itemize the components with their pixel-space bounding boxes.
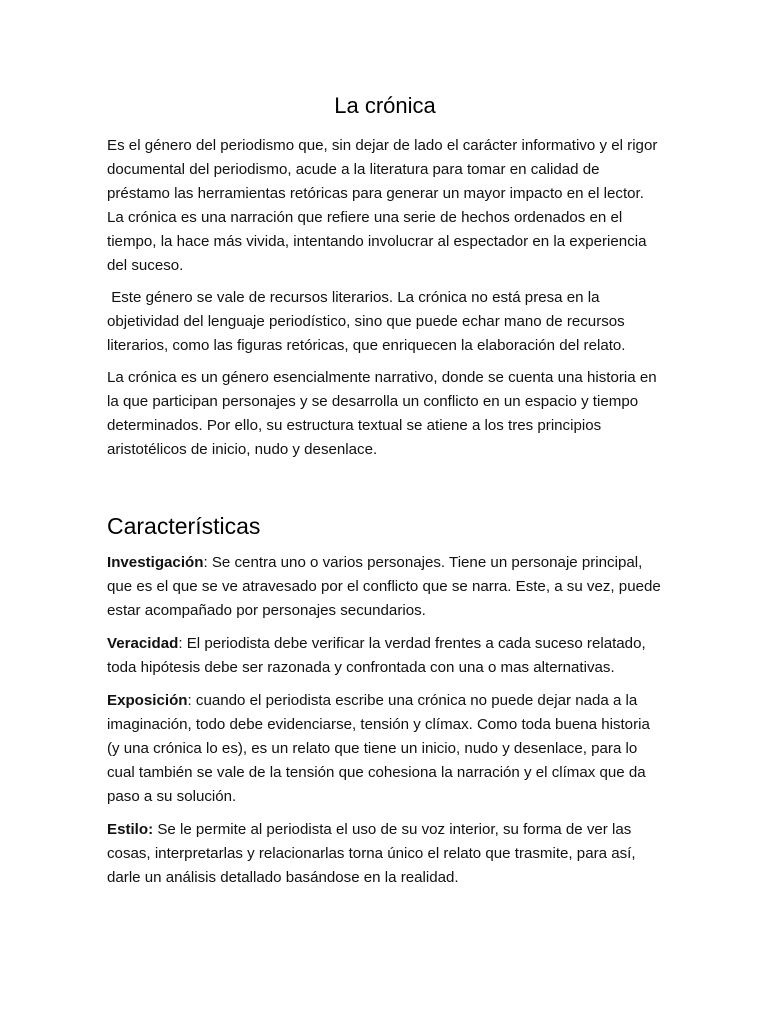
- intro-paragraph-3: La crónica es un género esencialmente narrativo, donde se cuenta una historia en la que participan personajes y se desarrolla un conflicto en un espacio y tiempo determinados. Por ello, su estructura textual se atiene a los tres principios aristotélicos de inicio, nudo y desenlace.: [107, 369, 657, 458]
- characteristic-text: Se le permite al periodista el uso de su voz interior, su forma de ver las cosas, interpretarlas y relacionarlas torna único el relato que trasmite, para así, darle un análisis detallado basándose en la realidad.: [107, 821, 636, 886]
- characteristic-text: : El periodista debe verificar la verdad frentes a cada suceso relatado, toda hipótesis debe ser razonada y confrontada con una o mas alternativas.: [107, 635, 646, 676]
- characteristic-text: : Se centra uno o varios personajes. Tiene un personaje principal, que es el que se ve atravesado por el conflicto que se narra. Este, a su vez, puede estar acompañado por personajes secundarios.: [107, 554, 661, 619]
- characteristic-estilo: [107, 818, 663, 890]
- document-title: La crónica: [334, 93, 436, 118]
- characteristic-term: Estilo:: [107, 821, 154, 838]
- intro-paragraph-2: Este género se vale de recursos literarios. La crónica no está presa en la objetividad del lenguaje periodístico, sino que puede echar mano de recursos literarios, como las figuras retóricas, que enriquecen la elaboración del relato.: [107, 289, 626, 354]
- characteristic-term: Exposición: [107, 692, 188, 709]
- document-page: [107, 90, 663, 899]
- characteristic-veracidad: [107, 632, 663, 680]
- characteristic-text: : cuando el periodista escribe una crónica no puede dejar nada a la imaginación, todo debe evidenciarse, tensión y clímax. Como toda buena historia (y una crónica lo es), es un relato que tiene un inicio, nudo y desenlace, para lo cual también se vale de la tensión que cohesiona la narración y el clímax que da paso a su solución.: [107, 692, 650, 805]
- characteristic-term: Veracidad: [107, 635, 179, 652]
- characteristics-heading: Características: [107, 513, 261, 539]
- intro-paragraph-1: Es el género del periodismo que, sin dejar de lado el carácter informativo y el rigor documental del periodismo, acude a la literatura para tomar en calidad de préstamo las herramientas retóricas para generar un mayor impacto en el lector. La crónica es una narración que refiere una serie de hechos ordenados en el tiempo, la hace más vivida, intentando involucrar al espectador en la experiencia del suceso.: [107, 137, 658, 274]
- characteristic-term: Investigación: [107, 554, 204, 571]
- characteristic-investigacion: [107, 551, 663, 623]
- characteristic-exposicion: [107, 689, 663, 809]
